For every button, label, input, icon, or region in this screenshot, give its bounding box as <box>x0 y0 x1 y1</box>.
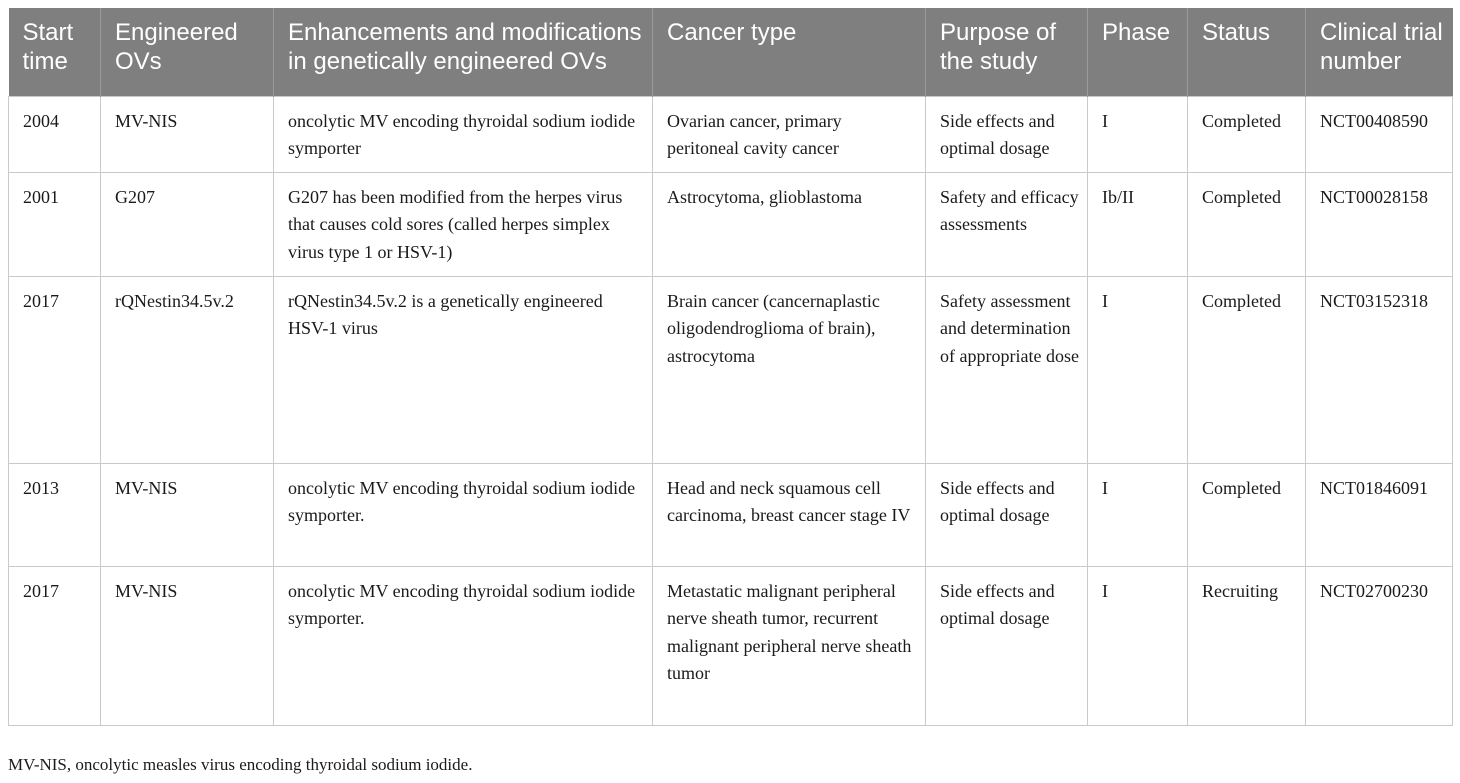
table-row <box>9 463 1453 566</box>
cell-enhancements: oncolytic MV encoding thyroidal sodium iodide symporter <box>274 96 653 172</box>
header-engineered-ovs: Engineered OVs <box>101 8 274 96</box>
clinical-trials-table-container <box>8 8 1452 726</box>
cell-enhancements: G207 has been modified from the herpes virus that causes cold sores (called herpes simplex virus type 1 or HSV-1) <box>274 172 653 276</box>
cell-purpose: Side effects and optimal dosage <box>926 96 1088 172</box>
cell-cancer-type: Head and neck squamous cell carcinoma, breast cancer stage IV <box>653 463 926 566</box>
clinical-trials-table <box>8 8 1453 726</box>
cell-trial-number: NCT01846091 <box>1306 463 1453 566</box>
cell-enhancements: oncolytic MV encoding thyroidal sodium iodide symporter. <box>274 566 653 725</box>
cell-engineered-ov: MV-NIS <box>101 96 274 172</box>
table-row <box>9 566 1453 725</box>
cell-start-time: 2017 <box>9 566 101 725</box>
table-row <box>9 172 1453 276</box>
cell-cancer-type: Ovarian cancer, primary peritoneal cavity cancer <box>653 96 926 172</box>
cell-purpose: Safety and efficacy assessments <box>926 172 1088 276</box>
header-trial-number: Clinical trial number <box>1306 8 1453 96</box>
table-row <box>9 96 1453 172</box>
cell-cancer-type: Astrocytoma, glioblastoma <box>653 172 926 276</box>
cell-status: Completed <box>1188 96 1306 172</box>
cell-phase: I <box>1088 463 1188 566</box>
cell-enhancements: oncolytic MV encoding thyroidal sodium iodide symporter. <box>274 463 653 566</box>
table-header-row <box>9 8 1453 96</box>
cell-engineered-ov: G207 <box>101 172 274 276</box>
cell-status: Completed <box>1188 276 1306 463</box>
cell-phase: I <box>1088 276 1188 463</box>
cell-start-time: 2013 <box>9 463 101 566</box>
header-status: Status <box>1188 8 1306 96</box>
cell-trial-number: NCT03152318 <box>1306 276 1453 463</box>
header-phase: Phase <box>1088 8 1188 96</box>
table-row <box>9 276 1453 463</box>
cell-start-time: 2004 <box>9 96 101 172</box>
cell-cancer-type: Metastatic malignant peripheral nerve sheath tumor, recurrent malignant peripheral nerve sheath tumor <box>653 566 926 725</box>
cell-status: Completed <box>1188 172 1306 276</box>
cell-phase: I <box>1088 96 1188 172</box>
cell-purpose: Side effects and optimal dosage <box>926 463 1088 566</box>
cell-phase: I <box>1088 566 1188 725</box>
cell-phase: Ib/II <box>1088 172 1188 276</box>
cell-status: Recruiting <box>1188 566 1306 725</box>
cell-engineered-ov: MV-NIS <box>101 566 274 725</box>
cell-engineered-ov: MV-NIS <box>101 463 274 566</box>
cell-start-time: 2001 <box>9 172 101 276</box>
cell-cancer-type: Brain cancer (cancernaplastic oligodendroglioma of brain), astrocytoma <box>653 276 926 463</box>
cell-purpose: Side effects and optimal dosage <box>926 566 1088 725</box>
header-cancer-type: Cancer type <box>653 8 926 96</box>
header-start-time: Start time <box>9 8 101 96</box>
header-enhancements: Enhancements and modifications in genetically engineered OVs <box>274 8 653 96</box>
cell-trial-number: NCT00408590 <box>1306 96 1453 172</box>
cell-status: Completed <box>1188 463 1306 566</box>
header-purpose: Purpose of the study <box>926 8 1088 96</box>
cell-trial-number: NCT02700230 <box>1306 566 1453 725</box>
cell-purpose: Safety assessment and determination of appropriate dose <box>926 276 1088 463</box>
cell-enhancements: rQNestin34.5v.2 is a genetically engineered HSV-1 virus <box>274 276 653 463</box>
cell-start-time: 2017 <box>9 276 101 463</box>
table-footnote: MV-NIS, oncolytic measles virus encoding thyroidal sodium iodide. <box>8 755 473 774</box>
cell-engineered-ov: rQNestin34.5v.2 <box>101 276 274 463</box>
cell-trial-number: NCT00028158 <box>1306 172 1453 276</box>
